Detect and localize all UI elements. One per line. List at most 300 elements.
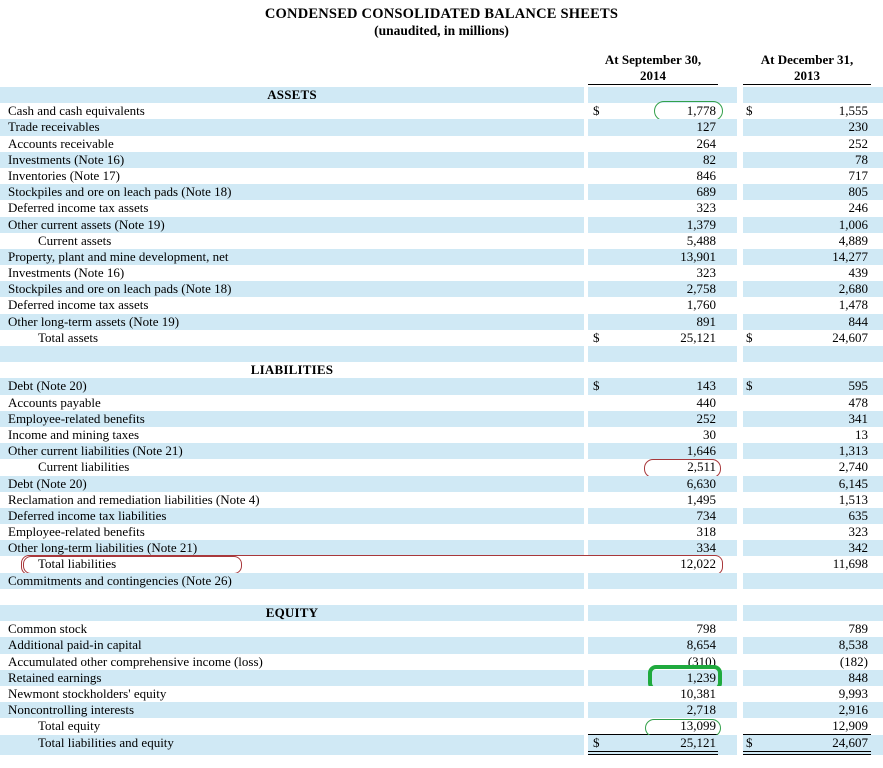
col2-cell bbox=[743, 119, 871, 135]
col1-value: 252 bbox=[696, 410, 716, 426]
table-row bbox=[0, 136, 883, 152]
col1-value: 13,901 bbox=[680, 248, 716, 264]
col2-cell bbox=[743, 427, 871, 443]
table-row bbox=[0, 152, 883, 168]
row-label: Newmont stockholders' equity bbox=[8, 685, 167, 701]
row-label: Current liabilities bbox=[38, 459, 130, 475]
row-label: Investments (Note 16) bbox=[0, 152, 584, 168]
col2-value: 230 bbox=[848, 119, 868, 135]
col2-cell bbox=[743, 735, 871, 755]
right-padding bbox=[871, 621, 883, 637]
right-padding bbox=[871, 459, 883, 475]
table-row bbox=[0, 735, 883, 751]
right-padding bbox=[871, 443, 883, 460]
right-padding bbox=[871, 87, 883, 103]
row-label: Retained earnings bbox=[0, 670, 584, 687]
col1-cell bbox=[588, 508, 718, 524]
col2-cell bbox=[743, 87, 871, 103]
table-row bbox=[0, 200, 883, 216]
col2-value: 12,909 bbox=[832, 718, 868, 734]
col1-cell bbox=[588, 459, 718, 475]
column-header-sep-2014 bbox=[588, 52, 718, 85]
col1-value: 30 bbox=[703, 426, 716, 442]
table-row bbox=[0, 314, 883, 330]
col1-cell bbox=[588, 670, 718, 687]
col2-cell bbox=[743, 524, 871, 540]
column-spacer bbox=[718, 119, 737, 135]
table-row bbox=[0, 411, 883, 427]
right-padding bbox=[871, 670, 883, 687]
col1-cell bbox=[588, 427, 718, 443]
row-label: Accounts payable bbox=[8, 394, 101, 410]
table-row bbox=[0, 217, 883, 233]
right-padding bbox=[871, 540, 883, 557]
col2-cell bbox=[743, 297, 871, 313]
col2-value: 844 bbox=[848, 313, 868, 329]
col1-cell bbox=[588, 103, 718, 119]
col1-cell bbox=[588, 621, 718, 637]
col1-dollar-sign: $ bbox=[593, 378, 600, 394]
column-spacer bbox=[718, 249, 737, 265]
balance-sheet-table bbox=[0, 87, 883, 751]
col1-value: 264 bbox=[696, 135, 716, 151]
col1-cell bbox=[588, 686, 718, 702]
col2-cell bbox=[743, 200, 871, 216]
column-spacer bbox=[718, 427, 737, 443]
col2-cell bbox=[743, 702, 871, 719]
col2-cell bbox=[743, 233, 871, 249]
table-row bbox=[0, 508, 883, 524]
right-padding bbox=[871, 103, 883, 119]
table-row bbox=[0, 702, 883, 718]
col2-value: 478 bbox=[848, 394, 868, 410]
right-padding bbox=[871, 686, 883, 702]
col2-dollar-sign: $ bbox=[746, 378, 753, 394]
col2-value: 595 bbox=[848, 378, 868, 394]
col1-value: 10,381 bbox=[680, 685, 716, 701]
col1-value: 13,099 bbox=[680, 718, 716, 734]
col2-cell bbox=[743, 540, 871, 557]
table-row bbox=[0, 87, 883, 103]
col1-value: 323 bbox=[696, 265, 716, 281]
col1-cell bbox=[588, 395, 718, 411]
column-spacer bbox=[718, 411, 737, 427]
col1-value: 1,646 bbox=[686, 443, 716, 459]
row-label: Noncontrolling interests bbox=[0, 702, 584, 719]
row-label: Commitments and contingencies (Note 26) bbox=[0, 573, 584, 589]
table-row bbox=[0, 476, 883, 492]
row-label: Reclamation and remediation liabilities (Note 4) bbox=[8, 491, 260, 507]
col1-value: 1,778 bbox=[686, 103, 716, 119]
col1-value: 318 bbox=[696, 524, 716, 540]
right-padding bbox=[871, 605, 883, 621]
col1-cell bbox=[588, 492, 718, 508]
col1-value: 6,630 bbox=[686, 475, 716, 491]
row-label bbox=[0, 589, 584, 605]
column-spacer bbox=[718, 378, 737, 394]
column-spacer bbox=[718, 654, 737, 670]
col2-value: 789 bbox=[848, 621, 868, 637]
col2-value: 6,145 bbox=[838, 475, 868, 491]
col2-cell bbox=[743, 621, 871, 637]
col1-cell bbox=[588, 168, 718, 184]
right-padding bbox=[871, 249, 883, 265]
col1-value: 2,758 bbox=[686, 281, 716, 297]
table-row bbox=[0, 297, 883, 313]
col2-value: 848 bbox=[848, 669, 868, 685]
column-spacer bbox=[718, 605, 737, 621]
col2-cell bbox=[743, 281, 871, 297]
col2-cell bbox=[743, 136, 871, 152]
col2-value: 1,513 bbox=[838, 491, 868, 507]
right-padding bbox=[871, 735, 883, 755]
col1-value: 440 bbox=[696, 394, 716, 410]
col2-value: 635 bbox=[848, 507, 868, 523]
column-spacer bbox=[718, 346, 737, 362]
col1-cell bbox=[588, 217, 718, 234]
col1-cell bbox=[588, 605, 718, 621]
table-row bbox=[0, 119, 883, 135]
row-label: Deferred income tax assets bbox=[8, 297, 149, 313]
column-header-line1: At September 30, bbox=[604, 52, 702, 67]
page-title: CONDENSED CONSOLIDATED BALANCE SHEETS bbox=[264, 6, 619, 22]
row-label: Trade receivables bbox=[0, 119, 584, 135]
right-padding bbox=[871, 297, 883, 313]
right-padding bbox=[871, 492, 883, 508]
col2-value: 439 bbox=[848, 265, 868, 281]
column-spacer bbox=[718, 136, 737, 152]
table-row bbox=[0, 168, 883, 184]
col2-cell bbox=[743, 362, 871, 378]
col1-cell bbox=[588, 589, 718, 605]
col1-value: 1,379 bbox=[686, 216, 716, 232]
column-spacer bbox=[718, 168, 737, 184]
column-spacer bbox=[718, 476, 737, 492]
row-label: Property, plant and mine development, net bbox=[0, 249, 584, 265]
table-row bbox=[0, 637, 883, 653]
col2-cell bbox=[743, 508, 871, 524]
col2-dollar-sign: $ bbox=[746, 329, 753, 345]
right-padding bbox=[871, 476, 883, 492]
right-padding bbox=[871, 589, 883, 605]
right-padding bbox=[871, 233, 883, 249]
right-padding bbox=[871, 168, 883, 184]
table-row bbox=[0, 395, 883, 411]
column-spacer bbox=[718, 718, 737, 735]
col1-value: 323 bbox=[696, 200, 716, 216]
col1-value: (310) bbox=[687, 653, 716, 669]
column-spacer bbox=[718, 621, 737, 637]
column-spacer bbox=[718, 686, 737, 702]
table-row bbox=[0, 670, 883, 686]
col1-cell bbox=[588, 702, 718, 719]
table-row bbox=[0, 686, 883, 702]
table-row bbox=[0, 330, 883, 346]
document-title-block bbox=[0, 0, 883, 39]
col2-cell bbox=[743, 443, 871, 460]
col2-cell bbox=[743, 265, 871, 281]
col2-cell bbox=[743, 395, 871, 411]
table-row bbox=[0, 556, 883, 572]
col1-value: 143 bbox=[696, 378, 716, 394]
col1-cell bbox=[588, 346, 718, 362]
right-padding bbox=[871, 524, 883, 540]
col1-cell bbox=[588, 476, 718, 492]
table-row bbox=[0, 654, 883, 670]
col2-cell bbox=[743, 459, 871, 475]
row-label bbox=[0, 346, 584, 362]
col2-cell bbox=[743, 314, 871, 331]
column-spacer bbox=[718, 103, 737, 119]
col2-dollar-sign: $ bbox=[746, 734, 753, 750]
column-spacer bbox=[718, 314, 737, 331]
column-spacer bbox=[718, 735, 737, 755]
col2-value: 24,607 bbox=[832, 329, 868, 345]
col2-value: 13 bbox=[855, 426, 868, 442]
table-row bbox=[0, 378, 883, 394]
col2-cell bbox=[743, 249, 871, 265]
col2-value: 717 bbox=[848, 167, 868, 183]
col2-cell bbox=[743, 152, 871, 168]
row-label: Deferred income tax liabilities bbox=[0, 508, 584, 524]
row-label: Total equity bbox=[38, 718, 101, 734]
row-label: ASSETS bbox=[0, 87, 584, 103]
column-header-line2: 2014 bbox=[640, 67, 666, 83]
col2-cell bbox=[743, 637, 871, 653]
right-padding bbox=[871, 508, 883, 524]
col2-cell bbox=[743, 589, 871, 605]
column-spacer bbox=[718, 152, 737, 168]
col2-cell bbox=[743, 686, 871, 702]
col2-cell bbox=[743, 654, 871, 670]
row-label: Employee-related benefits bbox=[0, 411, 584, 427]
right-padding bbox=[871, 200, 883, 216]
column-spacer bbox=[718, 459, 737, 475]
row-label: Other current liabilities (Note 21) bbox=[0, 443, 584, 460]
right-padding bbox=[871, 119, 883, 135]
row-label: Employee-related benefits bbox=[8, 524, 145, 540]
row-label: Stockpiles and ore on leach pads (Note 18) bbox=[0, 184, 584, 200]
row-label: Additional paid-in capital bbox=[0, 637, 584, 653]
col1-cell bbox=[588, 314, 718, 331]
column-spacer bbox=[718, 281, 737, 297]
col1-cell bbox=[588, 87, 718, 103]
table-row bbox=[0, 346, 883, 362]
col2-cell bbox=[743, 573, 871, 589]
col1-value: 1,239 bbox=[686, 669, 716, 685]
col2-cell bbox=[743, 103, 871, 119]
column-spacer bbox=[718, 670, 737, 687]
col2-value: 252 bbox=[848, 135, 868, 151]
col2-cell bbox=[743, 346, 871, 362]
col2-cell bbox=[743, 168, 871, 184]
column-spacer bbox=[718, 637, 737, 653]
right-padding bbox=[871, 556, 883, 573]
col1-cell bbox=[588, 718, 718, 735]
column-spacer bbox=[718, 297, 737, 313]
col1-cell bbox=[588, 297, 718, 313]
col2-value: 342 bbox=[848, 540, 868, 556]
column-spacer bbox=[718, 443, 737, 460]
col1-value: 2,511 bbox=[687, 459, 716, 475]
col1-cell bbox=[588, 362, 718, 378]
right-padding bbox=[871, 281, 883, 297]
col2-value: 11,698 bbox=[832, 556, 868, 572]
row-label: Income and mining taxes bbox=[8, 426, 140, 442]
column-spacer bbox=[718, 395, 737, 411]
row-label: Current assets bbox=[38, 232, 112, 248]
row-label: Total liabilities and equity bbox=[0, 735, 584, 755]
col1-cell bbox=[588, 200, 718, 216]
table-row bbox=[0, 265, 883, 281]
table-row bbox=[0, 362, 883, 378]
column-spacer bbox=[718, 589, 737, 605]
right-padding bbox=[871, 152, 883, 168]
right-padding bbox=[871, 702, 883, 719]
table-row bbox=[0, 540, 883, 556]
table-row bbox=[0, 443, 883, 459]
row-label: Common stock bbox=[8, 621, 88, 637]
right-padding bbox=[871, 184, 883, 200]
row-label: Accounts receivable bbox=[8, 135, 114, 151]
row-label: EQUITY bbox=[0, 605, 584, 621]
col2-value: 2,740 bbox=[838, 459, 868, 475]
col1-value: 689 bbox=[696, 184, 716, 200]
col1-cell bbox=[588, 378, 718, 394]
right-padding bbox=[871, 314, 883, 331]
col2-cell bbox=[743, 718, 871, 735]
row-label: Other current assets (Note 19) bbox=[0, 217, 584, 234]
col1-value: 2,718 bbox=[686, 702, 716, 718]
col2-value: 341 bbox=[848, 410, 868, 426]
right-padding bbox=[871, 217, 883, 234]
row-label: LIABILITIES bbox=[250, 362, 334, 378]
column-spacer bbox=[718, 540, 737, 557]
col2-value: 2,916 bbox=[838, 702, 868, 718]
table-row bbox=[0, 573, 883, 589]
table-row bbox=[0, 718, 883, 734]
col1-cell bbox=[588, 119, 718, 135]
col1-value: 334 bbox=[696, 540, 716, 556]
col1-cell bbox=[588, 637, 718, 653]
col2-value: 805 bbox=[848, 184, 868, 200]
col1-cell bbox=[588, 573, 718, 589]
column-spacer bbox=[718, 702, 737, 719]
col1-cell bbox=[588, 136, 718, 152]
col2-cell bbox=[743, 217, 871, 234]
right-padding bbox=[871, 427, 883, 443]
column-header-dec-2013 bbox=[743, 52, 871, 85]
row-label: Deferred income tax assets bbox=[8, 200, 149, 216]
col2-dollar-sign: $ bbox=[746, 103, 753, 119]
right-padding bbox=[871, 346, 883, 362]
right-padding bbox=[871, 637, 883, 653]
col2-value: 14,277 bbox=[832, 248, 868, 264]
col2-value: 4,889 bbox=[838, 232, 868, 248]
col2-value: 323 bbox=[848, 524, 868, 540]
table-row bbox=[0, 427, 883, 443]
col1-cell bbox=[588, 524, 718, 540]
col1-value: 5,488 bbox=[686, 232, 716, 248]
col2-cell bbox=[743, 492, 871, 508]
row-label: Cash and cash equivalents bbox=[8, 103, 145, 119]
right-padding bbox=[871, 395, 883, 411]
column-spacer bbox=[718, 524, 737, 540]
col1-cell bbox=[588, 233, 718, 249]
col2-value: 1,006 bbox=[838, 216, 868, 232]
col1-cell bbox=[588, 556, 718, 573]
col1-cell bbox=[588, 281, 718, 297]
row-label: Inventories (Note 17) bbox=[8, 167, 120, 183]
column-spacer bbox=[718, 87, 737, 103]
col2-cell bbox=[743, 411, 871, 427]
row-label: Other long-term liabilities (Note 21) bbox=[0, 540, 584, 557]
column-spacer bbox=[718, 508, 737, 524]
row-label: Debt (Note 20) bbox=[0, 476, 584, 492]
col1-value: 25,121 bbox=[680, 329, 716, 345]
col2-value: 246 bbox=[848, 200, 868, 216]
table-row bbox=[0, 184, 883, 200]
col2-cell bbox=[743, 184, 871, 200]
column-spacer bbox=[718, 492, 737, 508]
col2-value: 1,478 bbox=[838, 297, 868, 313]
right-padding bbox=[871, 362, 883, 378]
row-label: Other long-term assets (Note 19) bbox=[0, 314, 584, 331]
right-padding bbox=[871, 654, 883, 670]
col2-value: 1,555 bbox=[838, 103, 868, 119]
col1-cell bbox=[588, 654, 718, 670]
col1-value: 846 bbox=[696, 167, 716, 183]
col2-value: (182) bbox=[839, 653, 868, 669]
col1-cell bbox=[588, 443, 718, 460]
column-spacer bbox=[718, 265, 737, 281]
row-label: Debt (Note 20) bbox=[0, 378, 584, 394]
row-label: Stockpiles and ore on leach pads (Note 18) bbox=[0, 281, 584, 297]
column-header-line2: 2013 bbox=[794, 67, 820, 83]
col2-value: 78 bbox=[855, 151, 868, 167]
right-padding bbox=[871, 265, 883, 281]
column-header-line1: At December 31, bbox=[760, 52, 854, 67]
col2-cell bbox=[743, 476, 871, 492]
col1-cell bbox=[588, 249, 718, 265]
table-row bbox=[0, 492, 883, 508]
col1-value: 1,760 bbox=[686, 297, 716, 313]
column-spacer bbox=[718, 362, 737, 378]
col1-value: 8,654 bbox=[686, 637, 716, 653]
col2-cell bbox=[743, 378, 871, 394]
table-row bbox=[0, 589, 883, 605]
col1-dollar-sign: $ bbox=[593, 103, 600, 119]
table-row bbox=[0, 621, 883, 637]
col2-value: 1,313 bbox=[838, 443, 868, 459]
col1-cell bbox=[588, 540, 718, 557]
col1-cell bbox=[588, 411, 718, 427]
table-row bbox=[0, 281, 883, 297]
col1-value: 12,022 bbox=[680, 556, 716, 572]
page-subtitle: (unaudited, in millions) bbox=[374, 23, 509, 38]
col1-dollar-sign: $ bbox=[593, 734, 600, 750]
column-spacer bbox=[718, 233, 737, 249]
table-row bbox=[0, 524, 883, 540]
column-spacer bbox=[718, 200, 737, 216]
col1-cell bbox=[588, 152, 718, 168]
table-row bbox=[0, 103, 883, 119]
col1-cell bbox=[588, 184, 718, 200]
row-label: Total assets bbox=[38, 329, 99, 345]
col2-value: 9,993 bbox=[838, 685, 868, 701]
column-spacer bbox=[718, 184, 737, 200]
table-row bbox=[0, 233, 883, 249]
